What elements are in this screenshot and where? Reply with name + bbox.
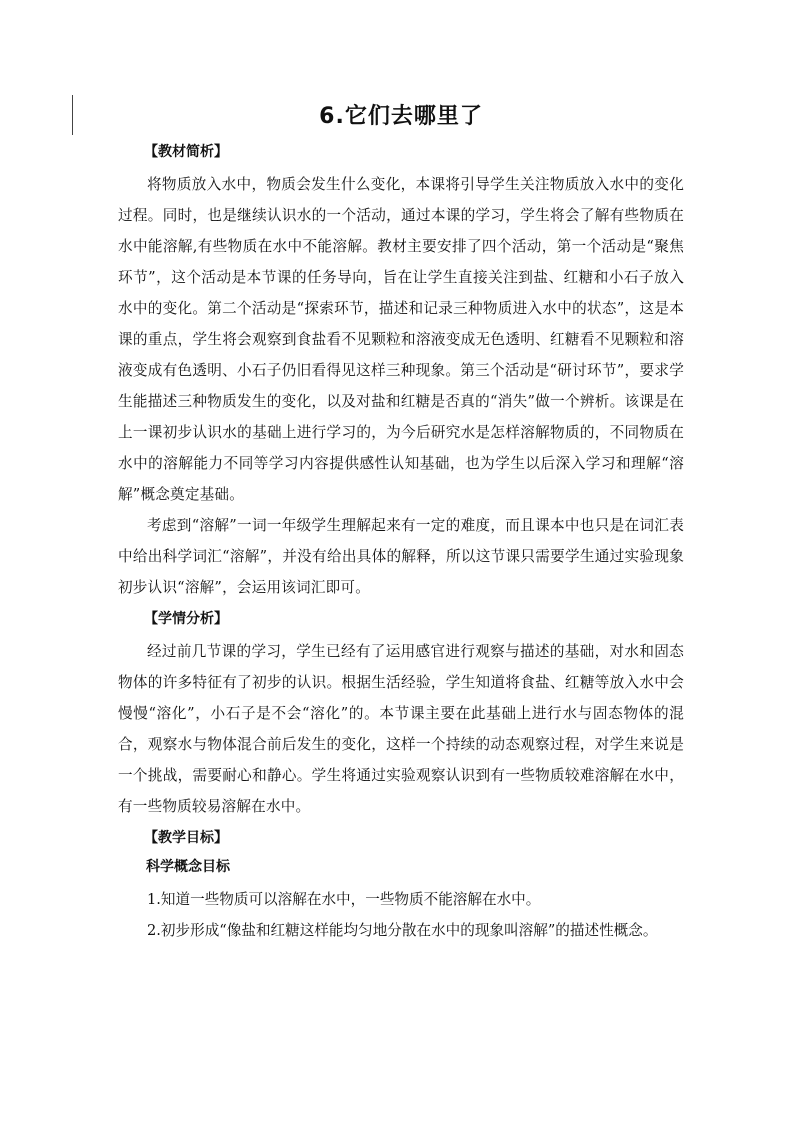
subheading-science-concept-goals: 科学概念目标 (146, 859, 230, 875)
document-page (118, 100, 684, 946)
section-heading-teaching-goals: 【教学目标】 (144, 830, 228, 846)
document-title: 6.它们去哪里了 (319, 104, 483, 129)
margin-mark (72, 95, 73, 135)
paragraph: 考虑到“溶解”一词一年级学生理解起来有一定的难度，而且课本中也只是在词汇表中给出科学词汇“溶解”，并没有给出具体的解释，所以这节课只需要学生通过实验现象初步认识“溶解”，会运用该词汇即可。 (118, 517, 684, 596)
section-heading-learner-analysis: 【学情分析】 (144, 611, 228, 627)
section-heading-textbook-analysis: 【教材简析】 (144, 144, 228, 160)
paragraph: 经过前几节课的学习，学生已经有了运用感官进行观察与描述的基础，对水和固态物体的许多特征有了初步的认识。根据生活经验，学生知道将食盐、红糖等放入水中会慢慢“溶化”，小石子是不会“溶化”的。本节课主要在此基础上进行水与固态物体的混合，观察水与物体混合前后发生的变化，这样一个持续的动态观察过程，对学生来说是一个挑战，需要耐心和静心。学生将通过实验观察认识到有一些物质较难溶解在水中，有一些物质较易溶解在水中。 (118, 643, 684, 815)
list-item: 1.知道一些物质可以溶解在水中，一些物质不能溶解在水中。 (147, 891, 541, 908)
paragraph: 将物质放入水中，物质会发生什么变化，本课将引导学生关注物质放入水中的变化过程。同时，也是继续认识水的一个活动，通过本课的学习，学生将会了解有些物质在水中能溶解,有些物质在水中不能溶解。教材主要安排了四个活动，第一个活动是“聚焦环节”，这个活动是本节课的任务导向，旨在让学生直接关注到盐、红糖和小石子放入水中的变化。第二个活动是“探索环节，描述和记录三种物质进入水中的状态”，这是本课的重点，学生将会观察到食盐看不见颗粒和溶液变成无色透明、红糖看不见颗粒和溶液变成有色透明、小石子仍旧看得见这样三种现象。第三个活动是“研讨环节”，要求学生能描述三种物质发生的变化，以及对盐和红糖是否真的“消失”做一个辨析。该课是在上一课初步认识水的基础上进行学习的，为今后研究水是怎样溶解物质的，不同物质在水中的溶解能力不同等学习内容提供感性认知基础，也为学生以后深入学习和理解“溶解”概念奠定基础。 (118, 176, 684, 503)
list-item: 2.初步形成“像盐和红糖这样能均匀地分散在水中的现象叫溶解”的描述性概念。 (147, 922, 658, 939)
